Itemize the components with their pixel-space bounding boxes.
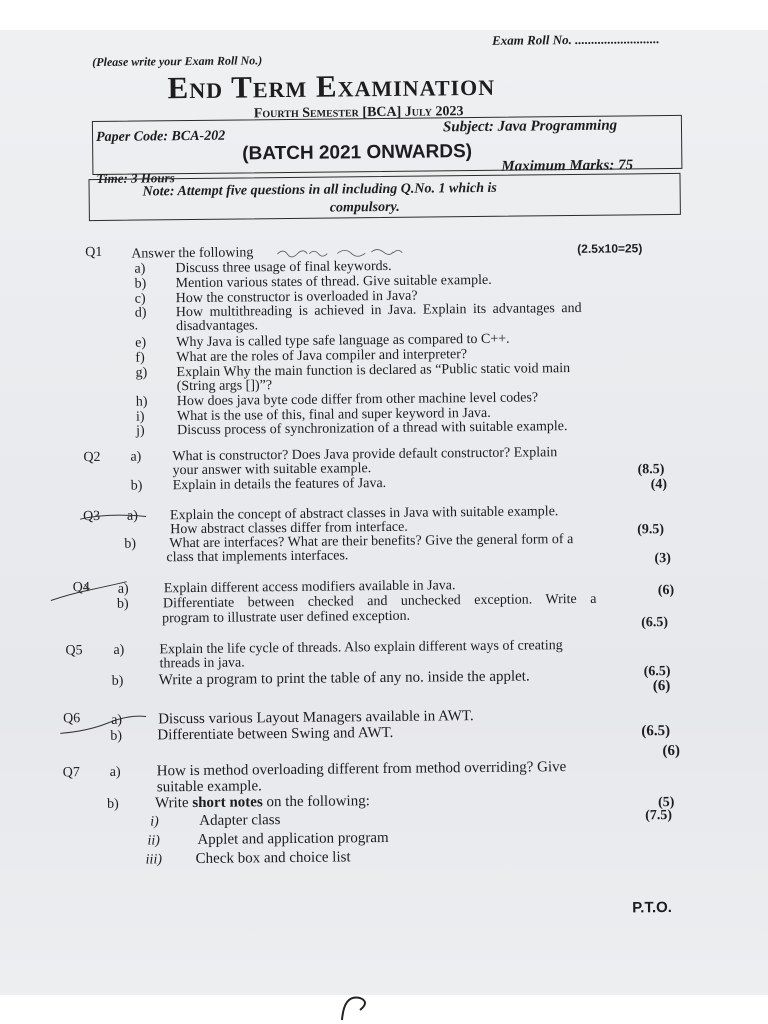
q5-part-a-label: a)	[113, 642, 125, 658]
q7-sub-ii-text: Applet and application program	[197, 829, 389, 848]
q4-part-b-line-1: Differentiate between checked and unchecked exception. Write a	[162, 591, 597, 612]
q1-item-h-text: How does java byte code differ from other machine level codes?	[176, 390, 539, 410]
q6-part-b-label: b)	[110, 728, 123, 744]
q3-part-b-label: b)	[124, 536, 137, 552]
q5-part-b-marks: (6)	[652, 678, 671, 695]
q7-sub-iii-text: Check box and choice list	[195, 849, 351, 867]
q1-item-h-label: h)	[135, 394, 148, 410]
q1-item-d-continued: disadvantages.	[175, 318, 259, 335]
q2-part-b-label: b)	[130, 478, 143, 494]
q5-part-b-label: b)	[111, 673, 124, 689]
q6-part-b-marks: (6)	[662, 742, 681, 760]
q2-label: Q2	[83, 449, 101, 466]
q7-part-b-marks: (7.5)	[645, 808, 673, 824]
roll-number-note: (Please write your Exam Roll No.)	[92, 53, 263, 70]
semester-line: Fourth Semester [BCA] July 2023	[253, 104, 464, 122]
exam-title: End Term Examination	[167, 66, 496, 106]
q7-part-a-marks: (5)	[657, 794, 675, 811]
q3-part-a-label: a)	[126, 508, 138, 524]
q1-item-e-text: Why Java is called type safe language as compared to C++.	[176, 331, 510, 351]
q5-part-a-line-1: Explain the life cycle of threads. Also explain different ways of creating	[159, 638, 563, 658]
q5-part-b-text: Write a program to print the table of any no. inside the applet.	[158, 668, 530, 689]
q3-part-a-line-1: Explain the concept of abstract classes in Java with suitable example.	[169, 504, 559, 524]
q1-item-c-label: c)	[134, 291, 146, 307]
q2-part-a-label: a)	[130, 449, 142, 465]
q3-part-a-marks: (9.5)	[637, 522, 665, 538]
q1-item-d-label: d)	[134, 305, 147, 321]
instructions-line-1: Note: Attempt five questions in all including Q.No. 1 which is	[142, 180, 497, 200]
q4-part-b-line-2: program to illustrate user defined exception.	[162, 608, 411, 627]
q1-item-j-label: j)	[136, 423, 145, 439]
q7-part-a-line-1: How is method overloading different from method overriding? Give	[156, 759, 567, 780]
maximum-marks: Maximum Marks: 75	[501, 157, 634, 175]
please-turn-over: P.T.O.	[632, 899, 672, 917]
q4-part-b-label: b)	[116, 596, 129, 612]
q7-sub-i-label: i)	[150, 814, 159, 830]
q1-item-i-text: What is the use of this, final and super keyword in Java.	[176, 405, 491, 425]
q1-item-b-text: Mention various states of thread. Give suitable example.	[175, 272, 492, 292]
q3-label: Q3	[82, 508, 101, 525]
q3-part-b-line-1: What are interfaces? What are their benefits? Give the general form of a	[169, 532, 574, 552]
q1-item-e-label: e)	[135, 335, 147, 351]
q6-part-a-label: a)	[111, 712, 123, 728]
q1-item-d-text: How multithreading is achieved in Java. Explain its advantages and	[175, 300, 582, 321]
paper-code: Paper Code: BCA-202	[95, 128, 226, 145]
q1-item-b-label: b)	[134, 276, 147, 292]
q6-part-b-text: Differentiate between Swing and AWT.	[157, 724, 394, 744]
handwritten-fragment	[330, 990, 410, 1024]
subject-label: Subject: Java Programming	[442, 117, 618, 136]
exam-paper	[0, 30, 768, 995]
q3-part-a-line-2: How abstract classes differ from interface.	[170, 519, 408, 538]
q1-item-j-text: Discuss process of synchronization of a thread with suitable example.	[177, 419, 568, 439]
q1-item-g-text: Explain Why the main function is declared as “Public static void main	[176, 361, 571, 381]
handwritten-scribble	[275, 244, 415, 259]
q1-item-i-label: i)	[135, 409, 145, 425]
exam-roll-number-label: Exam Roll No. ..........................	[491, 31, 660, 48]
q2-part-b-marks: (4)	[650, 477, 668, 493]
q7-part-b-text: Write short notes on the following:	[154, 793, 370, 812]
exam-sheet	[0, 30, 768, 995]
q4-part-a-marks: (6)	[657, 582, 675, 599]
q1-marks: (2.5x10=25)	[577, 241, 643, 256]
q7-sub-ii-label: ii)	[147, 833, 160, 849]
time-label: Time: 3 Hours	[96, 170, 175, 186]
q6-part-a-text: Discuss various Layout Managers available in AWT.	[158, 708, 474, 728]
q7-part-a-label: a)	[109, 764, 121, 780]
q1-item-a-text: Discuss three usage of final keywords.	[175, 258, 392, 277]
q1-item-a-label: a)	[134, 261, 146, 277]
q3-part-b-marks: (3)	[654, 550, 671, 567]
q1-item-g-label: g)	[135, 365, 148, 381]
q5-part-a-line-2: threads in java.	[159, 655, 245, 672]
q6-part-a-marks: (6.5)	[641, 723, 671, 740]
q7-sub-iii-label: iii)	[145, 852, 163, 868]
q1-item-f-label: f)	[135, 350, 145, 366]
q4-part-a-text: Explain different access modifiers available in Java.	[163, 578, 456, 597]
q2-part-a-marks: (8.5)	[637, 462, 665, 478]
q1-item-f-text: What are the roles of Java compiler and interpreter?	[176, 347, 468, 366]
q7-part-a-line-2: suitable example.	[156, 778, 262, 796]
q1-item-c-text: How the constructor is overloaded in Java?	[175, 288, 418, 307]
q4-label: Q4	[72, 580, 90, 596]
q2-part-b-text: Explain in details the features of Java.	[172, 475, 387, 494]
handwritten-mark-q3	[78, 510, 148, 523]
q1-intro: Answer the following	[131, 245, 254, 262]
q7-label: Q7	[62, 765, 80, 781]
q2-part-a-line-2: your answer with suitable example.	[172, 461, 372, 479]
q1-label: Q1	[85, 244, 103, 261]
q3-part-b-line-2: class that implements interfaces.	[166, 548, 349, 566]
q2-part-a-line-1: What is constructor? Does Java provide default constructor? Explain	[172, 445, 558, 465]
q5-part-a-marks: (6.5)	[643, 664, 671, 680]
instructions-line-2: compulsory.	[329, 199, 400, 216]
handwritten-mark-q6	[58, 712, 148, 737]
q4-part-b-marks: (6.5)	[641, 615, 669, 631]
batch-label: (BATCH 2021 ONWARDS)	[242, 141, 473, 165]
q5-label: Q5	[65, 643, 83, 659]
q4-part-a-label: a)	[117, 581, 129, 597]
q1-item-g-continued: (String args [])”?	[176, 378, 273, 395]
q7-sub-i-text: Adapter class	[199, 812, 281, 829]
q7-part-b-label: b)	[106, 796, 119, 812]
q6-label: Q6	[63, 711, 81, 727]
